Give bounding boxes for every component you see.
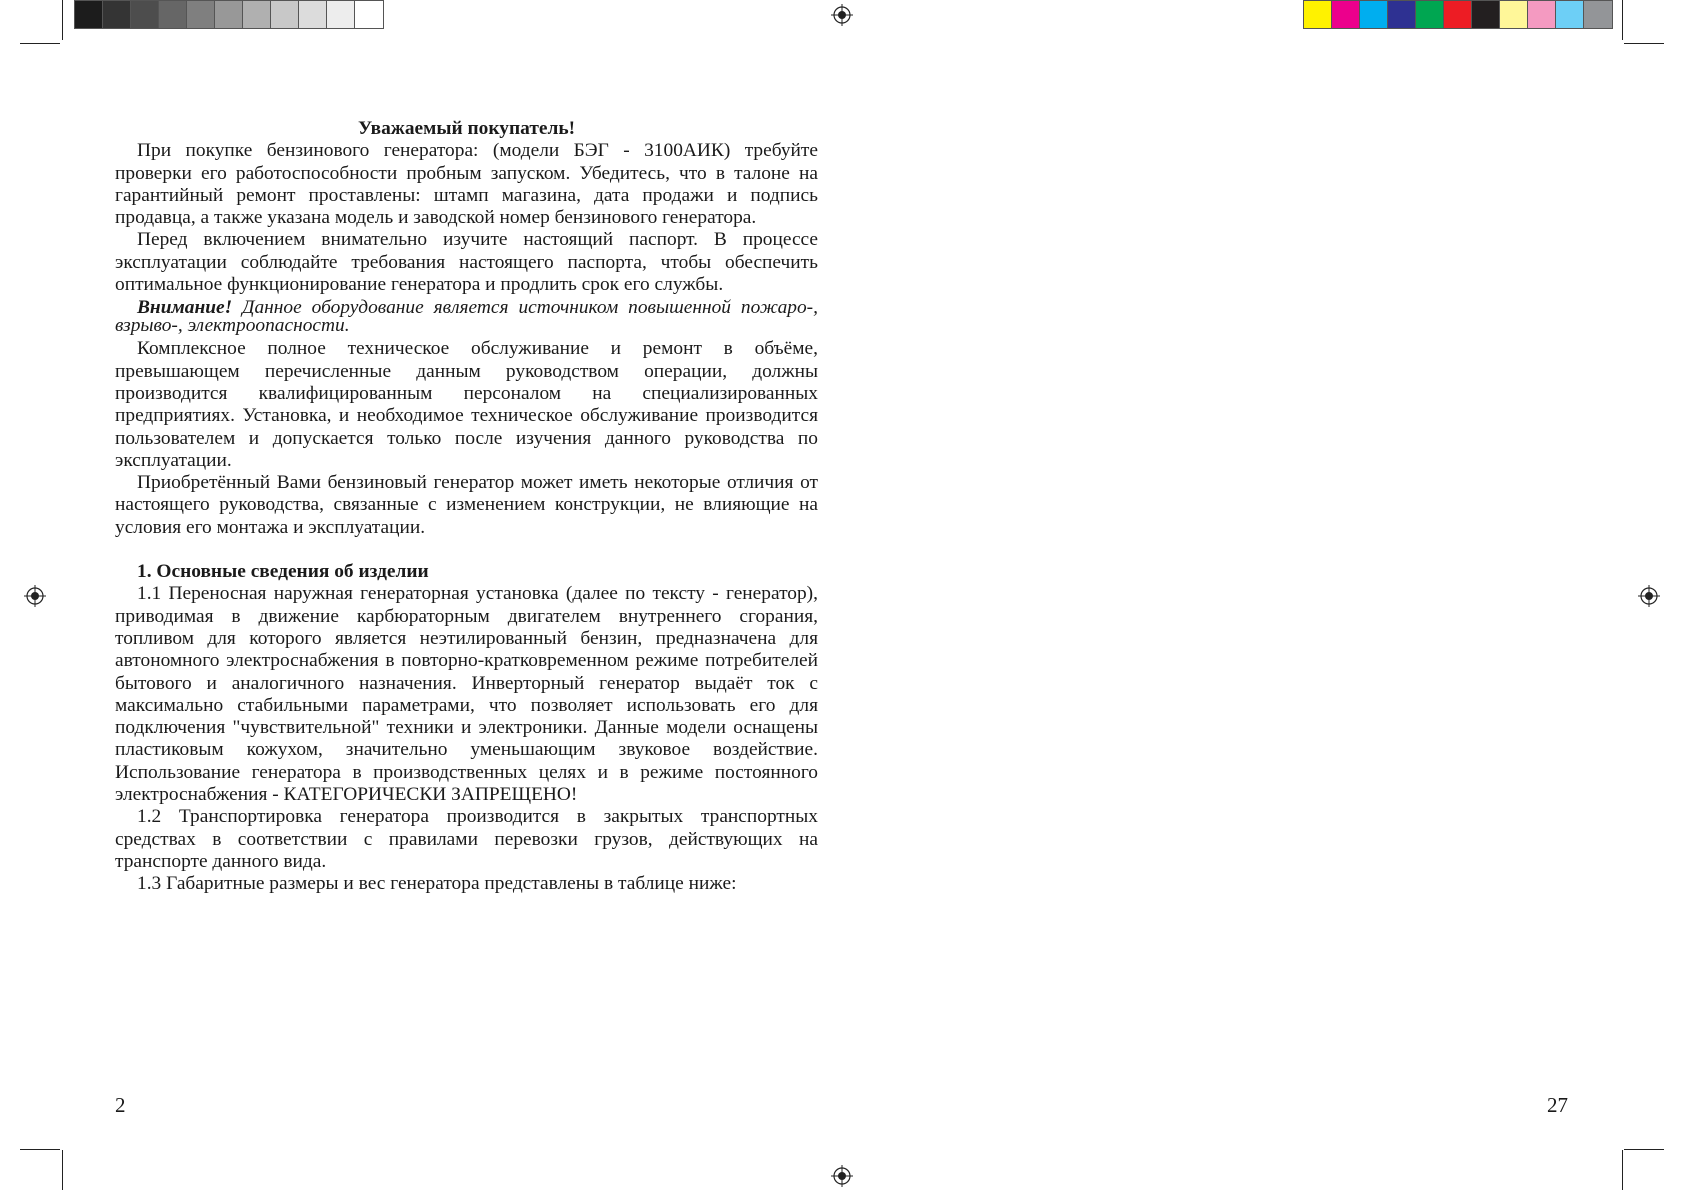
left-page-body xyxy=(115,118,818,896)
gray-swatch xyxy=(355,1,383,28)
color-swatch xyxy=(1360,1,1388,28)
color-swatch xyxy=(1584,1,1612,28)
crop-mark xyxy=(20,43,60,44)
page-number-right: 27 xyxy=(1547,1093,1568,1117)
color-swatch xyxy=(1304,1,1332,28)
body-paragraph: Комплексное полное техническое обслуживание и ремонт в объёме, превышающем перечисленные данным руководством операции, должны производится квалифицированным персоналом на специализированных предприятиях. Установка, и необходимое техническое обслуживание производится пользователем и допускается только после изучения данного руководства по эксплуатации. xyxy=(115,338,818,471)
registration-mark-icon xyxy=(831,1165,853,1187)
gray-swatch xyxy=(159,1,187,28)
crop-mark xyxy=(1622,1150,1623,1190)
crop-mark xyxy=(1622,0,1623,40)
warning-note xyxy=(115,299,818,335)
grayscale-swatch-bar xyxy=(74,0,384,29)
registration-mark-icon xyxy=(24,585,46,607)
gray-swatch xyxy=(243,1,271,28)
body-paragraph: Приобретённый Вами бензиновый генератор может иметь некоторые отличия от настоящего руководства, связанные с изменением конструкции, не влияющие на условия его монтажа и эксплуатации. xyxy=(115,472,818,538)
crop-mark xyxy=(1624,1149,1664,1150)
gray-swatch xyxy=(131,1,159,28)
color-swatch xyxy=(1444,1,1472,28)
gray-swatch xyxy=(215,1,243,28)
crop-mark xyxy=(62,1150,63,1190)
color-swatch xyxy=(1528,1,1556,28)
section-paragraph: 1.1 Переносная наружная генераторная установка (далее по тексту - генератор), приводимая в движение карбюраторным двигателем внутреннего сгорания, топливом для которого является неэтилированный бензин, предназначена для автономного электроснабжения в повторно-кратковременном режиме потребителей бытового и аналогичного назначения. Инверторный генератор выдаёт ток с максимально стабильными параметрами, что позволяет использовать его для подключения "чувствительной" техники и электроники. Данные модели оснащены пластиковым кожухом, значительно уменьшающим звуковое воздействие. Использование генератора в производственных целях и в режиме постоянного электроснабжения - КАТЕГОРИЧЕСКИ ЗАПРЕЩЕНО! xyxy=(115,583,818,806)
color-swatch xyxy=(1472,1,1500,28)
intro-paragraph: Перед включением внимательно изучите настоящий паспорт. В процессе эксплуатации соблюдайте требования настоящего паспорта, чтобы обеспечить оптимальное функционирование генератора и продлить срок его службы. xyxy=(115,229,818,296)
gray-swatch xyxy=(187,1,215,28)
section-heading: 1. Основные сведения об изделии xyxy=(137,561,429,583)
gray-swatch xyxy=(271,1,299,28)
gray-swatch xyxy=(75,1,103,28)
gray-swatch xyxy=(299,1,327,28)
color-swatch-bar xyxy=(1303,0,1613,29)
color-swatch xyxy=(1332,1,1360,28)
page-number-left: 2 xyxy=(115,1093,126,1117)
crop-mark xyxy=(1624,43,1664,44)
crop-mark xyxy=(62,0,63,40)
section-paragraph: 1.3 Габаритные размеры и вес генератора представлены в таблице ниже: xyxy=(137,873,737,895)
registration-mark-icon xyxy=(831,4,853,26)
color-swatch xyxy=(1388,1,1416,28)
section-paragraph: 1.2 Транспортировка генератора производится в закрытых транспортных средствах в соответствии с правилами перевозки грузов, действующих на транспорте данного вида. xyxy=(115,806,818,872)
gray-swatch xyxy=(103,1,131,28)
warning-label: Внимание! xyxy=(137,297,233,319)
registration-mark-icon xyxy=(1638,585,1660,607)
color-swatch xyxy=(1556,1,1584,28)
crop-mark xyxy=(20,1149,60,1150)
gray-swatch xyxy=(327,1,355,28)
intro-paragraph: При покупке бензинового генератора: (модели БЭГ - 3100АИК) требуйте проверки его работоспособности пробным запуском. Убедитесь, что в талоне на гарантийный ремонт проставлены: штамп магазина, дата продажи и подпись продавца, а также указана модель и заводской номер бензинового генератора. xyxy=(115,140,818,229)
color-swatch xyxy=(1416,1,1444,28)
color-swatch xyxy=(1500,1,1528,28)
warning-text: Данное оборудование является источником повышенной пожаро-, взрыво-, электроопасности. xyxy=(115,297,818,337)
greeting-heading: Уважаемый покупатель! xyxy=(357,118,576,139)
